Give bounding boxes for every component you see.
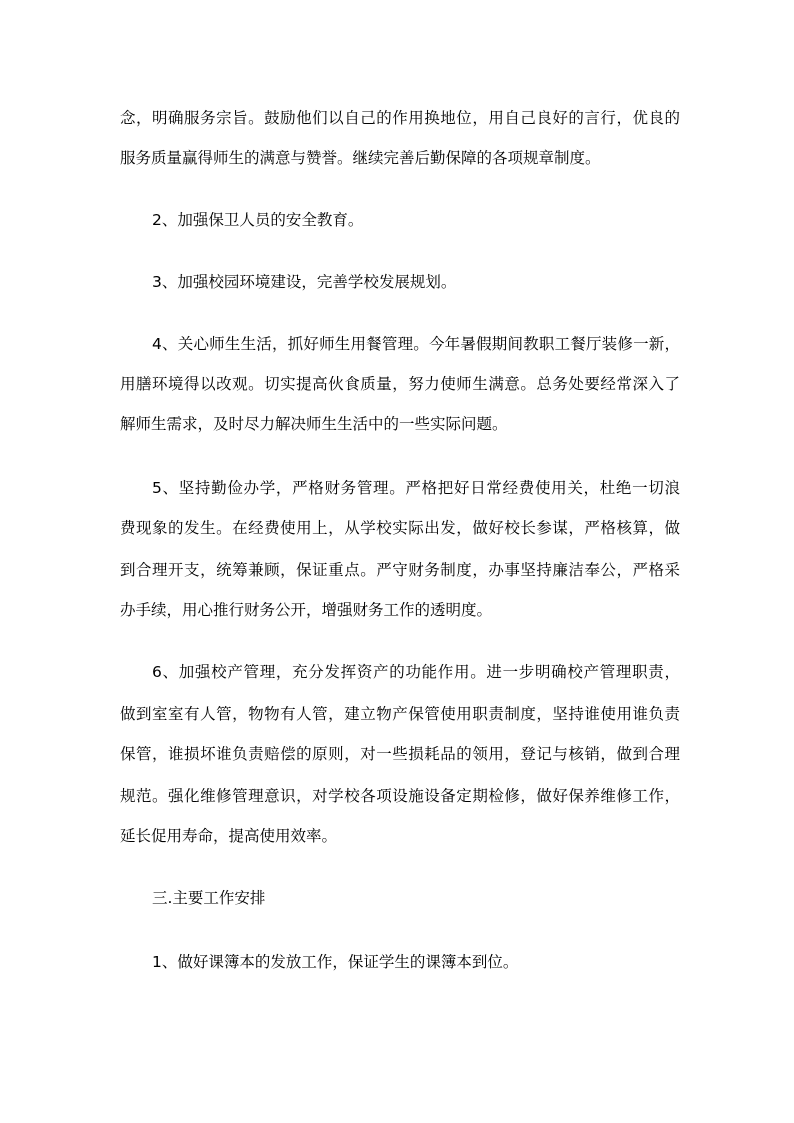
text-line: 解师生需求，及时尽力解决师生生活中的一些实际问题。 [120,415,508,433]
text-line: 4、关心师生生活，抓好师生用餐管理。今年暑假期间教职工餐厅装修一新， [152,335,680,353]
text-line: 用膳环境得以改观。切实提高伙食质量，努力使师生满意。总务处要经常深入了 [120,375,680,393]
text-line: 做到室室有人管，物物有人管，建立物产保管使用职责制度，坚持谁使用谁负责 [120,705,680,723]
text-line: 保管，谁损坏谁负责赔偿的原则，对一些损耗品的领用，登记与核销，做到合理 [120,745,680,763]
text-line: 念，明确服务宗旨。鼓励他们以自己的作用换地位，用自己良好的言行，优良的 [120,109,680,127]
text-line: 延长促用寿命，提高使用效率。 [120,827,338,845]
text-line: 6、加强校产管理，充分发挥资产的功能作用。进一步明确校产管理职责， [152,663,680,681]
text-line: 服务质量赢得师生的满意与赞誉。继续完善后勤保障的各项规章制度。 [120,149,601,167]
list-item-heading: 3、加强校园环境建设，完善学校发展规划。 [152,273,457,291]
section-heading: 三.主要工作安排 [152,889,266,907]
list-item-heading: 2、加强保卫人员的安全教育。 [152,211,364,229]
list-item-heading: 1、做好课簿本的发放工作，保证学生的课簿本到位。 [152,953,519,971]
text-line: 5、坚持勤俭办学，严格财务管理。严格把好日常经费使用关，杜绝一切浪 [152,479,680,497]
text-line: 规范。强化维修管理意识，对学校各项设施设备定期检修，做好保养维修工作， [120,787,680,805]
text-line: 费现象的发生。在经费使用上，从学校实际出发，做好校长参谋，严格核算，做 [120,519,680,537]
text-line: 到合理开支，统筹兼顾，保证重点。严守财务制度，办事坚持廉洁奉公，严格采 [120,561,680,579]
text-line: 办手续，用心推行财务公开，增强财务工作的透明度。 [120,601,493,619]
